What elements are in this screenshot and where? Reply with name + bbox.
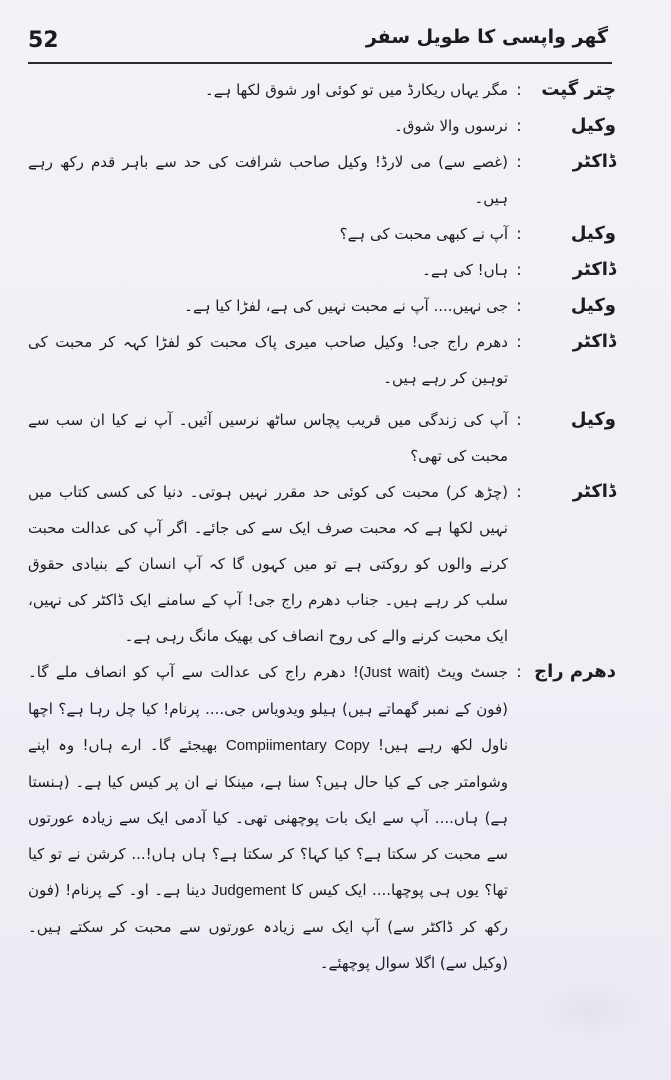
speaker-colon: : <box>516 80 522 99</box>
speech-text: مگر یہاں ریکارڈ میں تو کوئی اور شوق لکھا ہے۔ <box>204 81 508 99</box>
speech-text: ہاں! کی ہے۔ <box>422 261 508 279</box>
book-title: گھر واپسی کا طویل سفر <box>365 26 608 48</box>
english-phrase-complimentary-copy: Compiimentary Copy <box>225 737 370 754</box>
speaker-name: چتر گپت <box>541 79 616 100</box>
dialogue-entry <box>28 474 616 654</box>
dialogue-entry <box>28 144 616 216</box>
speaker-name: ڈاکٹر <box>572 151 616 172</box>
speech-text: دھرم راج جی! وکیل صاحب میری پاک محبت کو لفڑا کہہ کر محبت کی توہین کر رہے ہیں۔ <box>28 333 508 387</box>
speaker-colon: : <box>516 152 522 171</box>
english-phrase-judgement: Judgement <box>211 882 286 899</box>
dialogue-entry <box>28 108 616 144</box>
speech-text: آپ کی زندگی میں قریب پچاس ساٹھ نرسیں آئیں۔ آپ نے کیا ان سب سے محبت کی تھی؟ <box>28 411 508 465</box>
speaker-colon: : <box>516 662 522 681</box>
dialogue-entry <box>28 654 616 981</box>
speaker-name: ڈاکٹر <box>572 481 616 502</box>
english-phrase-just-wait: (Just wait) <box>358 664 430 681</box>
speech-text: (چڑھ کر) محبت کی کوئی حد مقرر نہیں ہوتی۔ دنیا کی کسی کتاب میں نہیں لکھا ہے کہ محبت صرف ایک سے کی جائے۔ اگر آپ کی عدالت محبت کرنے والوں کو روکتی ہے تو میں کہوں گا کہ آپ انسان کے بنیادی حقوق سلب کر رہے ہیں۔ جناب دھرم راج جی! آپ کے سامنے ایک ڈاکٹر کی نہیں، ایک محبت کرنے والے کی روح انصاف کی بھیک مانگ رہی ہے۔ <box>28 483 508 645</box>
speech-text: (غصے سے) می لارڈ! وکیل صاحب شرافت کی حد سے باہر قدم رکھ رہے ہیں۔ <box>28 153 508 207</box>
speech-text: جی نہیں.... آپ نے محبت نہیں کی ہے، لفڑا کیا ہے۔ <box>184 297 508 315</box>
speaker-name: وکیل <box>570 295 616 316</box>
speaker-colon: : <box>516 224 522 243</box>
speaker-name: وکیل <box>570 223 616 244</box>
dialogue-entry <box>28 72 616 108</box>
dialogue-entry <box>28 216 616 252</box>
speaker-colon: : <box>516 260 522 279</box>
speaker-name: ڈاکٹر <box>572 259 616 280</box>
speech-segment: بھیجئے گا۔ ارے ہاں! وہ اپنے وشوامتر جی کے کیا حال ہیں؟ سنا ہے، مینکا نے ان پر کیس کیا ہے۔ (ہنستا ہے) ہاں.... آپ سے ایک بات پوچھنی تھی۔ کیا آدمی ایک سے زیادہ عورتوں سے محبت کر سکتا ہے؟ کیا کہا؟ کر سکتا ہے؟ ہاں ہاں!... کرشن نے تو کیا تھا؟ یوں ہی پوچھا.... ایک کیس کا <box>28 736 508 899</box>
speaker-name: ڈاکٹر <box>572 331 616 352</box>
speaker-colon: : <box>516 296 522 315</box>
speaker-name: وکیل <box>570 409 616 430</box>
speaker-name: وکیل <box>570 115 616 136</box>
speaker-colon: : <box>516 482 522 501</box>
speech-text: نرسوں والا شوق۔ <box>393 117 508 135</box>
speech-segment: دینا ہے۔ او۔ کے پرنام! (فون رکھ کر ڈاکٹر سے) آپ ایک سے زیادہ عورتوں سے محبت کر سکتے ہیں۔ (وکیل سے) اگلا سوال پوچھئے۔ <box>28 881 508 972</box>
dialogue-entry <box>28 288 616 324</box>
page-number: 52 <box>28 28 59 53</box>
dialogue-entry <box>28 402 616 474</box>
header-divider <box>28 62 612 64</box>
speaker-colon: : <box>516 410 522 429</box>
speech-text: آپ نے کبھی محبت کی ہے؟ <box>339 225 508 243</box>
paper-stain <box>531 980 651 1040</box>
speech-segment: ! دھرم راج کی عدالت سے آپ کو انصاف ملے گا۔ (فون کے نمبر گھماتے ہیں) ہیلو ویدویاس جی.... پرنام! کیا چل رہا ہے؟ اچھا ناول لکھ رہے ہیں! <box>28 663 508 754</box>
speech-text <box>28 654 508 981</box>
speaker-colon: : <box>516 116 522 135</box>
speaker-name: دھرم راج <box>534 661 616 682</box>
speaker-colon: : <box>516 332 522 351</box>
dialogue-entry <box>28 324 616 396</box>
page-header <box>28 22 608 62</box>
speech-segment: جسٹ ویٹ <box>429 663 509 681</box>
dialogue-entry <box>28 252 616 288</box>
dialogue-body <box>28 72 616 981</box>
